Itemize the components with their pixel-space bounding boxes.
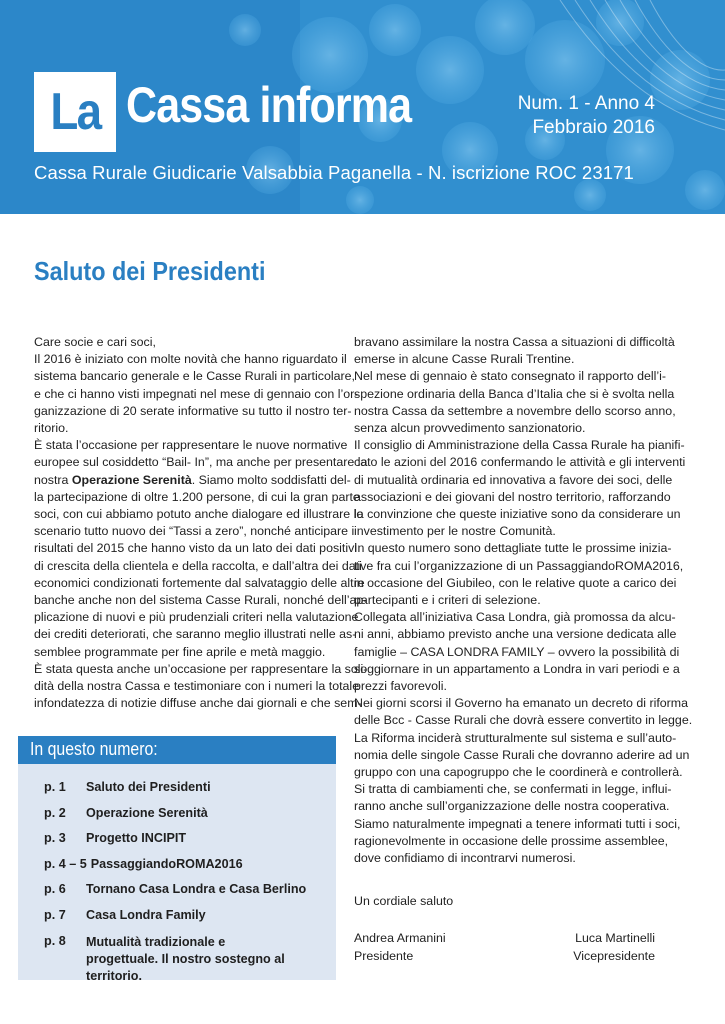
text-line: e che ci hanno visti impegnati nel mese di gennaio con l’or-	[34, 386, 359, 401]
text-line: risultati del 2015 che hanno visto da un lato dei dati positivi	[34, 541, 358, 556]
toc-label: Tornano Casa Londra e Casa Berlino	[86, 882, 307, 897]
bold-term-operazione-serenita: Operazione Serenità	[71, 472, 192, 487]
text-line: di crescita della clientela e della raccolta, e dall’altra dei dati	[34, 558, 362, 573]
text-line: scenario tutto nuovo dei “Tassi a zero”, nonché anticipare i	[34, 524, 355, 539]
issue-info	[518, 92, 655, 140]
toc-label: Operazione Serenità	[86, 805, 208, 820]
text-line: sistema bancario generale e le Casse Rurali in particolare,	[34, 369, 355, 384]
toc-title: In questo numero:	[30, 739, 158, 759]
text-line: Collegata all’iniziativa Casa Londra, già promossa da alcu-	[354, 610, 676, 625]
toc-label: Saluto dei Presidenti	[86, 780, 211, 794]
text-line: la convinzione che queste iniziative sono da considerare un	[354, 507, 681, 522]
text-segment: . Siamo molto soddisfatti del-	[191, 472, 351, 487]
signature-president	[354, 929, 446, 965]
toc-page: p. 7	[44, 907, 66, 922]
text-line: prezzi favorevoli.	[354, 679, 447, 694]
signature-role: Vicepresidente	[573, 949, 655, 963]
toc-item[interactable]	[44, 857, 334, 883]
text-line: dove confidiamo di incontrarvi numerosi.	[354, 851, 576, 866]
text-line: spezione ordinaria della Banca d’Italia che si è svolta nella	[354, 386, 675, 401]
text-line: partecipanti e i criteri di selezione.	[354, 593, 541, 608]
text-line: senza alcun provvedimento sanzionatorio.	[354, 421, 586, 436]
toc-item[interactable]	[44, 831, 334, 857]
text-line: ni anni, abbiamo previsto anche una versione dedicata alle	[354, 627, 677, 642]
text-line: associazioni e dei giovani del nostro territorio, rafforzando	[354, 489, 671, 504]
signature-name: Luca Martinelli	[575, 931, 655, 945]
signature-name: Andrea Armanini	[354, 931, 446, 945]
closing-greeting: Un cordiale saluto	[354, 894, 454, 908]
text-line: È stata questa anche un’occasione per rappresentare la soli-	[34, 661, 368, 676]
toc-label: Progetto INCIPIT	[86, 831, 187, 846]
text-line: Care socie e cari soci,	[34, 335, 156, 349]
bank-subtitle: Cassa Rurale Giudicarie Valsabbia Paganella - N. iscrizione ROC 23171	[34, 162, 634, 183]
text-line: famiglie – CASA LONDRA FAMILY – ovvero la possibilità di	[354, 644, 680, 659]
header-banner	[0, 0, 725, 214]
toc-list	[44, 780, 334, 983]
toc-item[interactable]	[44, 933, 334, 983]
toc-item[interactable]	[44, 882, 334, 908]
signature-vicepresident	[573, 929, 655, 965]
logo-box	[34, 72, 116, 152]
text-line: di mutualità ordinaria ed innovativa a favore dei soci, delle	[354, 472, 673, 487]
text-line: ranno anche sull’organizzazione delle nostra cooperativa.	[354, 799, 670, 814]
text-line: nostra Cassa da settembre a novembre dello scorso anno,	[354, 403, 676, 418]
toc-page: p. 2	[44, 805, 66, 820]
text-line: semblee programmate per fine aprile e metà maggio.	[34, 644, 326, 659]
text-line: infondatezza di notizie diffuse anche dai giornali e che sem-	[34, 696, 362, 711]
text-line: ganizzazione di 20 serate informative su tutto il nostro ter-	[34, 403, 352, 418]
toc-header	[18, 736, 336, 764]
text-line: nomia delle singole Casse Rurali che dovranno aderire ad un	[354, 747, 690, 762]
text-line: In questo numero sono dettagliate tutte le prossime inizia-	[354, 541, 672, 556]
toc-label: PassaggiandoROMA2016	[90, 856, 243, 871]
newsletter-title: Cassa informa	[126, 77, 412, 133]
text-segment: nostra	[34, 472, 72, 487]
text-line: La Riforma inciderà strutturalmente sul sistema e sull’auto-	[354, 730, 677, 745]
signature-role: Presidente	[354, 949, 414, 963]
text-line: Il consiglio di Amministrazione della Cassa Rurale ha pianifi-	[354, 438, 685, 453]
text-line: gruppo con una capogruppo che le coordinerà e controllerà.	[354, 765, 683, 780]
text-line: investimento per le nostre Comunità.	[354, 524, 556, 539]
toc-page: p. 4 – 5	[44, 856, 87, 871]
text-line: dità della nostra Cassa e testimoniare con i numeri la totale	[34, 679, 360, 694]
toc-page: p. 8	[44, 933, 66, 948]
article-right-column	[354, 334, 693, 867]
text-line: soci, con cui abbiamo potuto anche dialogare ed illustrare lo	[34, 507, 364, 522]
text-line: ritorio.	[34, 421, 69, 436]
logo-la-text: La	[50, 83, 100, 141]
text-line: dei crediti deteriorati, che saranno meglio illustrati nelle as-	[34, 627, 357, 642]
text-line: ragionevolmente in occasione delle prossime assemblee,	[354, 833, 669, 848]
text-line: Nei giorni scorsi il Governo ha emanato un decreto di riforma	[354, 696, 689, 711]
text-line: cato le azioni del 2016 confermando le attività e gli interventi	[354, 455, 686, 470]
text-line: soggiornare in un appartamento a Londra in vari periodi e a	[354, 661, 680, 676]
text-line: europee sul cosiddetto “Bail- In”, ma anche per presentare la	[34, 455, 368, 470]
text-line: banche anche non del sistema Casse Rurali, nonché dell’ap-	[34, 593, 368, 608]
issue-date: Febbraio 2016	[532, 117, 655, 138]
text-line: la partecipazione di oltre 1.200 persone, di cui la gran parte	[34, 489, 360, 504]
toc-page: p. 1	[44, 780, 66, 794]
text-line-with-bold	[34, 472, 351, 489]
article-title: Saluto dei Presidenti	[34, 256, 266, 286]
text-line: delle Bcc - Casse Rurali che dovrà essere convertito in legge.	[354, 713, 693, 728]
toc-item[interactable]	[44, 806, 334, 832]
text-line: Nel mese di gennaio è stato consegnato il rapporto dell’i-	[354, 369, 667, 384]
text-line: economici condizionati fortemente dal salvataggio delle altre	[34, 575, 365, 590]
toc-item[interactable]	[44, 780, 334, 806]
text-line: Siamo naturalmente impegnati a tenere informati tutti i soci,	[354, 816, 681, 831]
text-line: Il 2016 è iniziato con molte novità che hanno riguardato il	[34, 352, 347, 367]
article-left-column	[34, 334, 368, 712]
toc-item[interactable]	[44, 908, 334, 934]
toc-page: p. 6	[44, 882, 66, 897]
text-line: plicazione di nuovi e più prudenziali criteri nella valutazione	[34, 610, 359, 625]
text-line: tive fra cui l’organizzazione di un PassaggiandoROMA2016,	[354, 558, 684, 573]
text-line: È stata l’occasione per rappresentare le nuove normative	[34, 438, 348, 453]
toc-page: p. 3	[44, 831, 66, 846]
text-line: in occasione del Giubileo, con le relative quote a carico dei	[354, 575, 677, 590]
issue-number: Num. 1 - Anno 4	[517, 93, 655, 114]
text-line: Si tratta di cambiamenti che, se confermati in legge, influi-	[354, 782, 672, 797]
text-line: bravano assimilare la nostra Cassa a situazioni di difficoltà	[354, 335, 675, 349]
toc-label: Casa Londra Family	[86, 907, 206, 922]
text-line: emerse in alcune Casse Rurali Trentine.	[354, 352, 575, 367]
toc-label: Mutualità tradizionale e progettuale. Il nostro sostegno al territorio.	[86, 934, 285, 983]
